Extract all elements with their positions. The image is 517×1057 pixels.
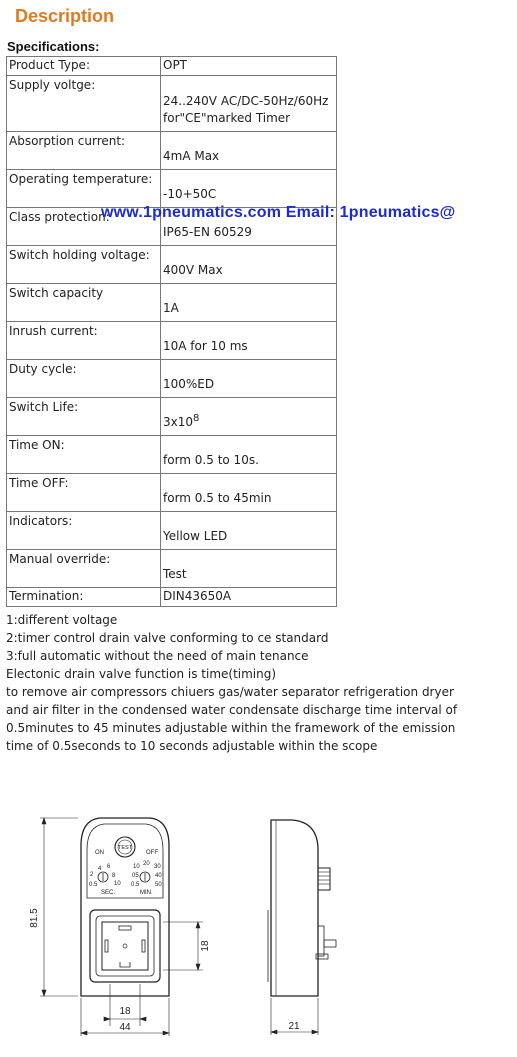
- dial-value: 20: [143, 861, 150, 867]
- spec-value: [161, 398, 337, 436]
- dial-value: 6: [107, 864, 111, 870]
- spec-value: DIN43650A: [161, 588, 337, 607]
- spec-value: form 0.5 to 45min: [161, 474, 337, 512]
- table-row: [7, 284, 337, 322]
- spec-value: OPT: [161, 57, 337, 76]
- dimension-side-width: 21: [288, 1021, 300, 1032]
- spec-label: Time ON:: [7, 436, 161, 474]
- dimension-pin-width: 18: [119, 1006, 131, 1017]
- spec-label: Manual override:: [7, 550, 161, 588]
- dial-value: 4: [98, 866, 102, 872]
- spec-value-line: for"CE"marked Timer: [163, 111, 291, 125]
- connector-block: [90, 910, 160, 982]
- spec-value-exponent: 8: [193, 413, 200, 424]
- spec-label: Absorption current:: [7, 132, 161, 170]
- specifications-heading: Specifications:: [7, 39, 100, 54]
- dimension-height: 81.5: [29, 908, 40, 928]
- dial-value: 2: [90, 872, 94, 878]
- spec-label: Operating temperature:: [7, 170, 161, 208]
- dial-value: 0.5: [131, 882, 140, 888]
- spec-label: Termination:: [7, 588, 161, 607]
- side-knob: [318, 868, 330, 890]
- min-label: MIN.: [140, 890, 153, 896]
- table-row: [7, 322, 337, 360]
- spec-value: form 0.5 to 10s.: [161, 436, 337, 474]
- table-row: [7, 170, 337, 208]
- note-line: time of 0.5seconds to 10 seconds adjustable within the scope: [6, 739, 378, 753]
- off-label: OFF: [146, 850, 158, 856]
- dial-value: 0.5: [89, 882, 98, 888]
- table-row: [7, 246, 337, 284]
- note-line: and air filter in the condensed water condensate discharge time interval of: [6, 703, 458, 717]
- front-view: [29, 818, 211, 1036]
- dial-value: 10: [114, 881, 121, 887]
- dimension-pin-height: 18: [200, 940, 211, 952]
- page-title: Description: [15, 6, 115, 26]
- dial-value: 05: [132, 873, 139, 879]
- note-line: 2:timer control drain valve conforming to ce standard: [6, 631, 329, 645]
- spec-value-text: 3x10: [163, 415, 194, 429]
- table-row: [7, 474, 337, 512]
- spec-value: 10A for 10 ms: [161, 322, 337, 360]
- dial-value: 10: [133, 864, 140, 870]
- table-row: [7, 550, 337, 588]
- test-label: TEST: [117, 845, 133, 851]
- spec-label: Switch capacity: [7, 284, 161, 322]
- spec-label: Product Type:: [7, 57, 161, 76]
- spec-label: Time OFF:: [7, 474, 161, 512]
- table-row: [7, 512, 337, 550]
- spec-label: Class protection:: [7, 208, 161, 246]
- note-line: to remove air compressors chiuers gas/water separator refrigeration dryer: [6, 685, 454, 699]
- spec-value: 1A: [161, 284, 337, 322]
- spec-value: Yellow LED: [161, 512, 337, 550]
- technical-drawing: [0, 790, 517, 1050]
- side-view: [268, 820, 336, 1035]
- spec-label: Indicators:: [7, 512, 161, 550]
- spec-label: Supply voltge:: [7, 76, 161, 132]
- notes: [6, 611, 511, 755]
- spec-value: -10+50C: [161, 170, 337, 208]
- spec-value: 4mA Max: [161, 132, 337, 170]
- spec-label: Switch holding voltage:: [7, 246, 161, 284]
- dial-value: 50: [155, 882, 162, 888]
- table-row: [7, 588, 337, 607]
- note-line: 1:different voltage: [6, 613, 118, 627]
- table-row: [7, 436, 337, 474]
- dial-value: 30: [154, 864, 161, 870]
- sec-label: SEC.: [101, 890, 116, 896]
- watermark: www.1pneumatics.com Email: 1pneumatics@: [101, 204, 456, 221]
- spec-value-line: 24..240V AC/DC-50Hz/60Hz: [163, 94, 329, 108]
- side-pins: [268, 910, 336, 982]
- table-row: [7, 398, 337, 436]
- spec-value: 100%ED: [161, 360, 337, 398]
- specifications-table: [6, 56, 337, 607]
- spec-value: Test: [161, 550, 337, 588]
- table-row: [7, 132, 337, 170]
- dimension-body-width: 44: [119, 1022, 131, 1033]
- note-line: Electonic drain valve function is time(timing): [6, 667, 277, 681]
- note-line: 0.5minutes to 45 minutes adjustable within the framework of the emission: [6, 721, 456, 735]
- table-row: [7, 360, 337, 398]
- on-label: ON: [95, 850, 104, 856]
- dial-value: 8: [112, 873, 116, 879]
- spec-value: [161, 76, 337, 132]
- table-row: [7, 76, 337, 132]
- dial-value: 40: [155, 873, 162, 879]
- note-line: 3:full automatic without the need of main tenance: [6, 649, 309, 663]
- spec-label: Switch Life:: [7, 398, 161, 436]
- dial-knob: [98, 872, 108, 882]
- spec-value: 400V Max: [161, 246, 337, 284]
- spec-value: IP65-EN 60529: [161, 208, 337, 246]
- dial-knob: [140, 872, 150, 882]
- table-row: [7, 57, 337, 76]
- spec-label: Duty cycle:: [7, 360, 161, 398]
- spec-label: Inrush current:: [7, 322, 161, 360]
